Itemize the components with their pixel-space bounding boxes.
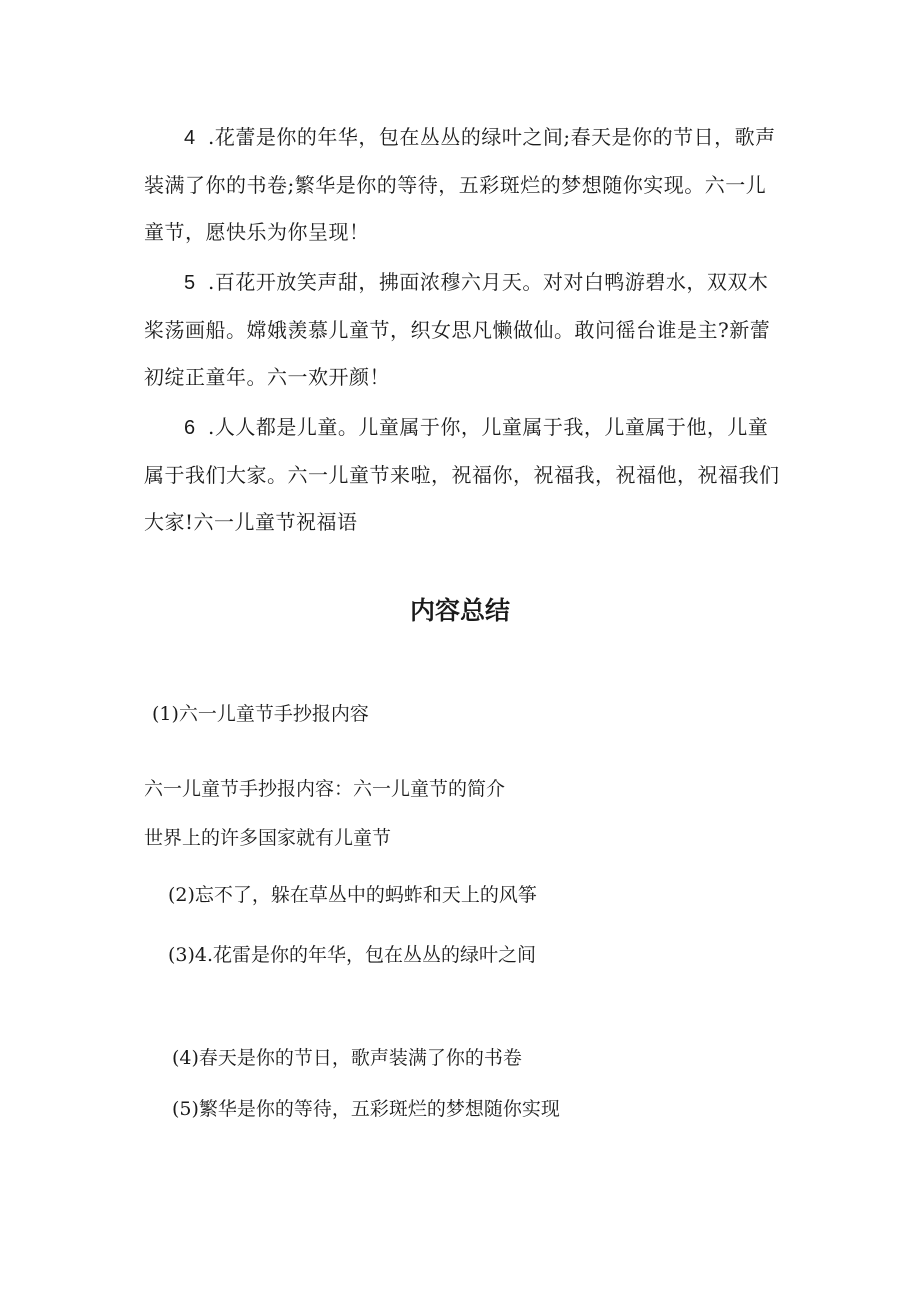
paragraph-4 xyxy=(144,114,786,256)
summary-intro-line: 六一儿童节手抄报内容：六一儿童节的简介 xyxy=(144,778,506,800)
paragraph-text: .花蕾是你的年华，包在丛丛的绿叶之间;春天是你的节日，歌声装满了你的书卷;繁华是你的等待，五彩斑烂的梦想随你实现。六一儿童节，愿快乐为你呈现！ xyxy=(144,125,776,244)
summary-intro-line: 世界上的许多国家就有儿童节 xyxy=(144,827,392,849)
summary-item-5: (5)繁华是你的等待，五彩斑烂的梦想随你实现 xyxy=(172,1098,560,1120)
summary-item-2: (2)忘不了，躲在草丛中的蚂蚱和天上的风筝 xyxy=(168,884,537,906)
summary-title: 内容总结 xyxy=(409,597,510,625)
paragraph-text: .人人都是儿童。儿童属于你，儿童属于我，儿童属于他，儿童属于我们大家。六一儿童节来啦，祝福你，祝福我，祝福他，祝福我们大家!六一儿童节祝福语 xyxy=(144,415,780,534)
summary-item-4: (4)春天是你的节日，歌声装满了你的书卷 xyxy=(172,1047,522,1069)
paragraph-5 xyxy=(144,259,786,401)
summary-item-3: (3)4.花雷是你的年华，包在丛丛的绿叶之间 xyxy=(168,944,537,966)
summary-item-1: (1)六一儿童节手抄报内容 xyxy=(152,703,369,725)
paragraph-number: 4 xyxy=(184,127,196,149)
paragraph-text: .百花开放笑声甜，拂面浓穆六月天。对对白鸭游碧水，双双木桨荡画船。嫦娥羡慕儿童节，织女思凡懒做仙。敢问徭台谁是主?新蕾初绽正童年。六一欢开颜！ xyxy=(144,270,771,389)
paragraph-number: 5 xyxy=(184,272,196,294)
paragraph-number: 6 xyxy=(184,417,196,439)
paragraph-6 xyxy=(144,404,786,546)
